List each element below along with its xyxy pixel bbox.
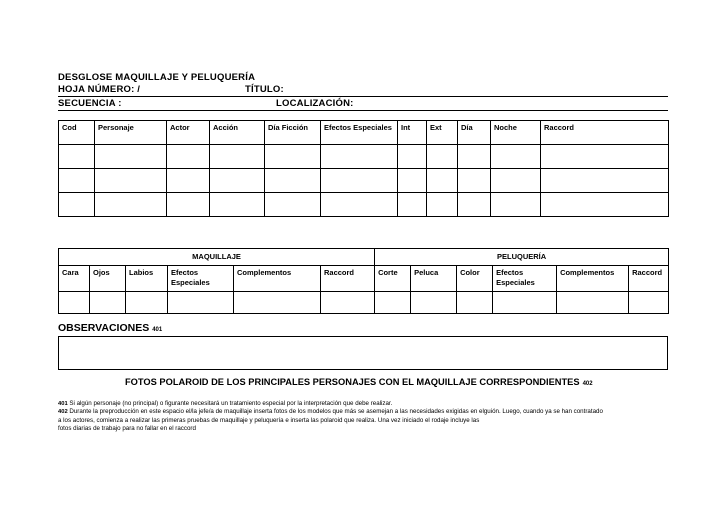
table-row	[59, 145, 669, 169]
hoja-numero-row	[58, 84, 668, 95]
footnote-401: 401 Si algún personaje (no principal) o figurante necesitará un tratamiento especial por la interpretación que debe realizar.	[58, 400, 393, 407]
col-efectos-especiales: Efectos Especiales	[321, 121, 398, 145]
localizacion-label: LOCALIZACIÓN:	[276, 98, 354, 109]
col-maq-efectos-especiales: Efectos Especiales	[168, 266, 234, 292]
observaciones-field[interactable]	[58, 336, 668, 370]
footnote-402: 402 Durante la preproducción en este espacio el/la jefe/a de maquillaje inserta fotos de los modelos que más se asemejan a las necesidades exigidas en elguión. Luego, cuando ya se han contratado	[58, 408, 603, 416]
col-personaje: Personaje	[95, 121, 167, 145]
col-actor: Actor	[167, 121, 210, 145]
secuencia-row	[58, 98, 668, 109]
table-header-row	[59, 121, 669, 145]
col-corte: Corte	[375, 266, 411, 292]
scene-breakdown-table	[58, 120, 669, 217]
col-labios: Labios	[126, 266, 168, 292]
col-color: Color	[457, 266, 493, 292]
table-row	[59, 193, 669, 217]
footnotes	[58, 400, 698, 433]
polaroid-ref: 402	[582, 381, 593, 387]
col-pel-efectos-especiales: Efectos Especiales	[493, 266, 557, 292]
polaroid-heading	[125, 377, 593, 387]
hoja-numero-label: HOJA NÚMERO: /	[58, 84, 141, 95]
col-maq-raccord: Raccord	[321, 266, 375, 292]
polaroid-label: FOTOS POLAROID DE LOS PRINCIPALES PERSONAJES CON EL MAQUILLAJE CORRESPONDIENTES	[125, 377, 580, 387]
maquillaje-heading: MAQUILLAJE	[59, 249, 375, 266]
col-dia-ficcion: Día Ficción	[265, 121, 321, 145]
observaciones-heading	[58, 322, 162, 334]
peluqueria-heading: PELUQUERÍA	[375, 249, 669, 266]
table-row	[59, 292, 669, 314]
col-ojos: Ojos	[90, 266, 126, 292]
section-title-row	[59, 249, 669, 266]
table-header-row	[59, 266, 669, 292]
observaciones-ref: 401	[152, 327, 163, 333]
document-title: DESGLOSE MAQUILLAJE Y PELUQUERÍA	[58, 72, 256, 83]
col-pel-raccord: Raccord	[629, 266, 669, 292]
col-dia: Día	[458, 121, 491, 145]
col-ext: Ext	[427, 121, 458, 145]
col-noche: Noche	[491, 121, 541, 145]
col-int: Int	[398, 121, 427, 145]
col-maq-complementos: Complementos	[234, 266, 321, 292]
col-accion: Acción	[210, 121, 265, 145]
footnote-402-line3: fotos diarias de trabajo para no fallar en el raccord	[58, 424, 196, 432]
footnote-402-line2: a los actores, comienza a realizar las primeras pruebas de maquillaje y peluquería e inserta las polaroid que realiza. Una vez iniciado el rodaje incluye las	[58, 416, 480, 424]
col-pel-complementos: Complementos	[557, 266, 629, 292]
col-peluca: Peluca	[411, 266, 457, 292]
col-cod: Cod	[59, 121, 95, 145]
col-raccord: Raccord	[541, 121, 669, 145]
header-divider-1	[58, 96, 668, 97]
makeup-hair-table	[58, 248, 669, 314]
header-divider-2	[58, 110, 668, 111]
secuencia-label: SECUENCIA :	[58, 98, 122, 109]
observaciones-label: OBSERVACIONES	[58, 322, 150, 334]
titulo-label: TÍTULO:	[245, 84, 284, 95]
table-row	[59, 169, 669, 193]
col-cara: Cara	[59, 266, 90, 292]
